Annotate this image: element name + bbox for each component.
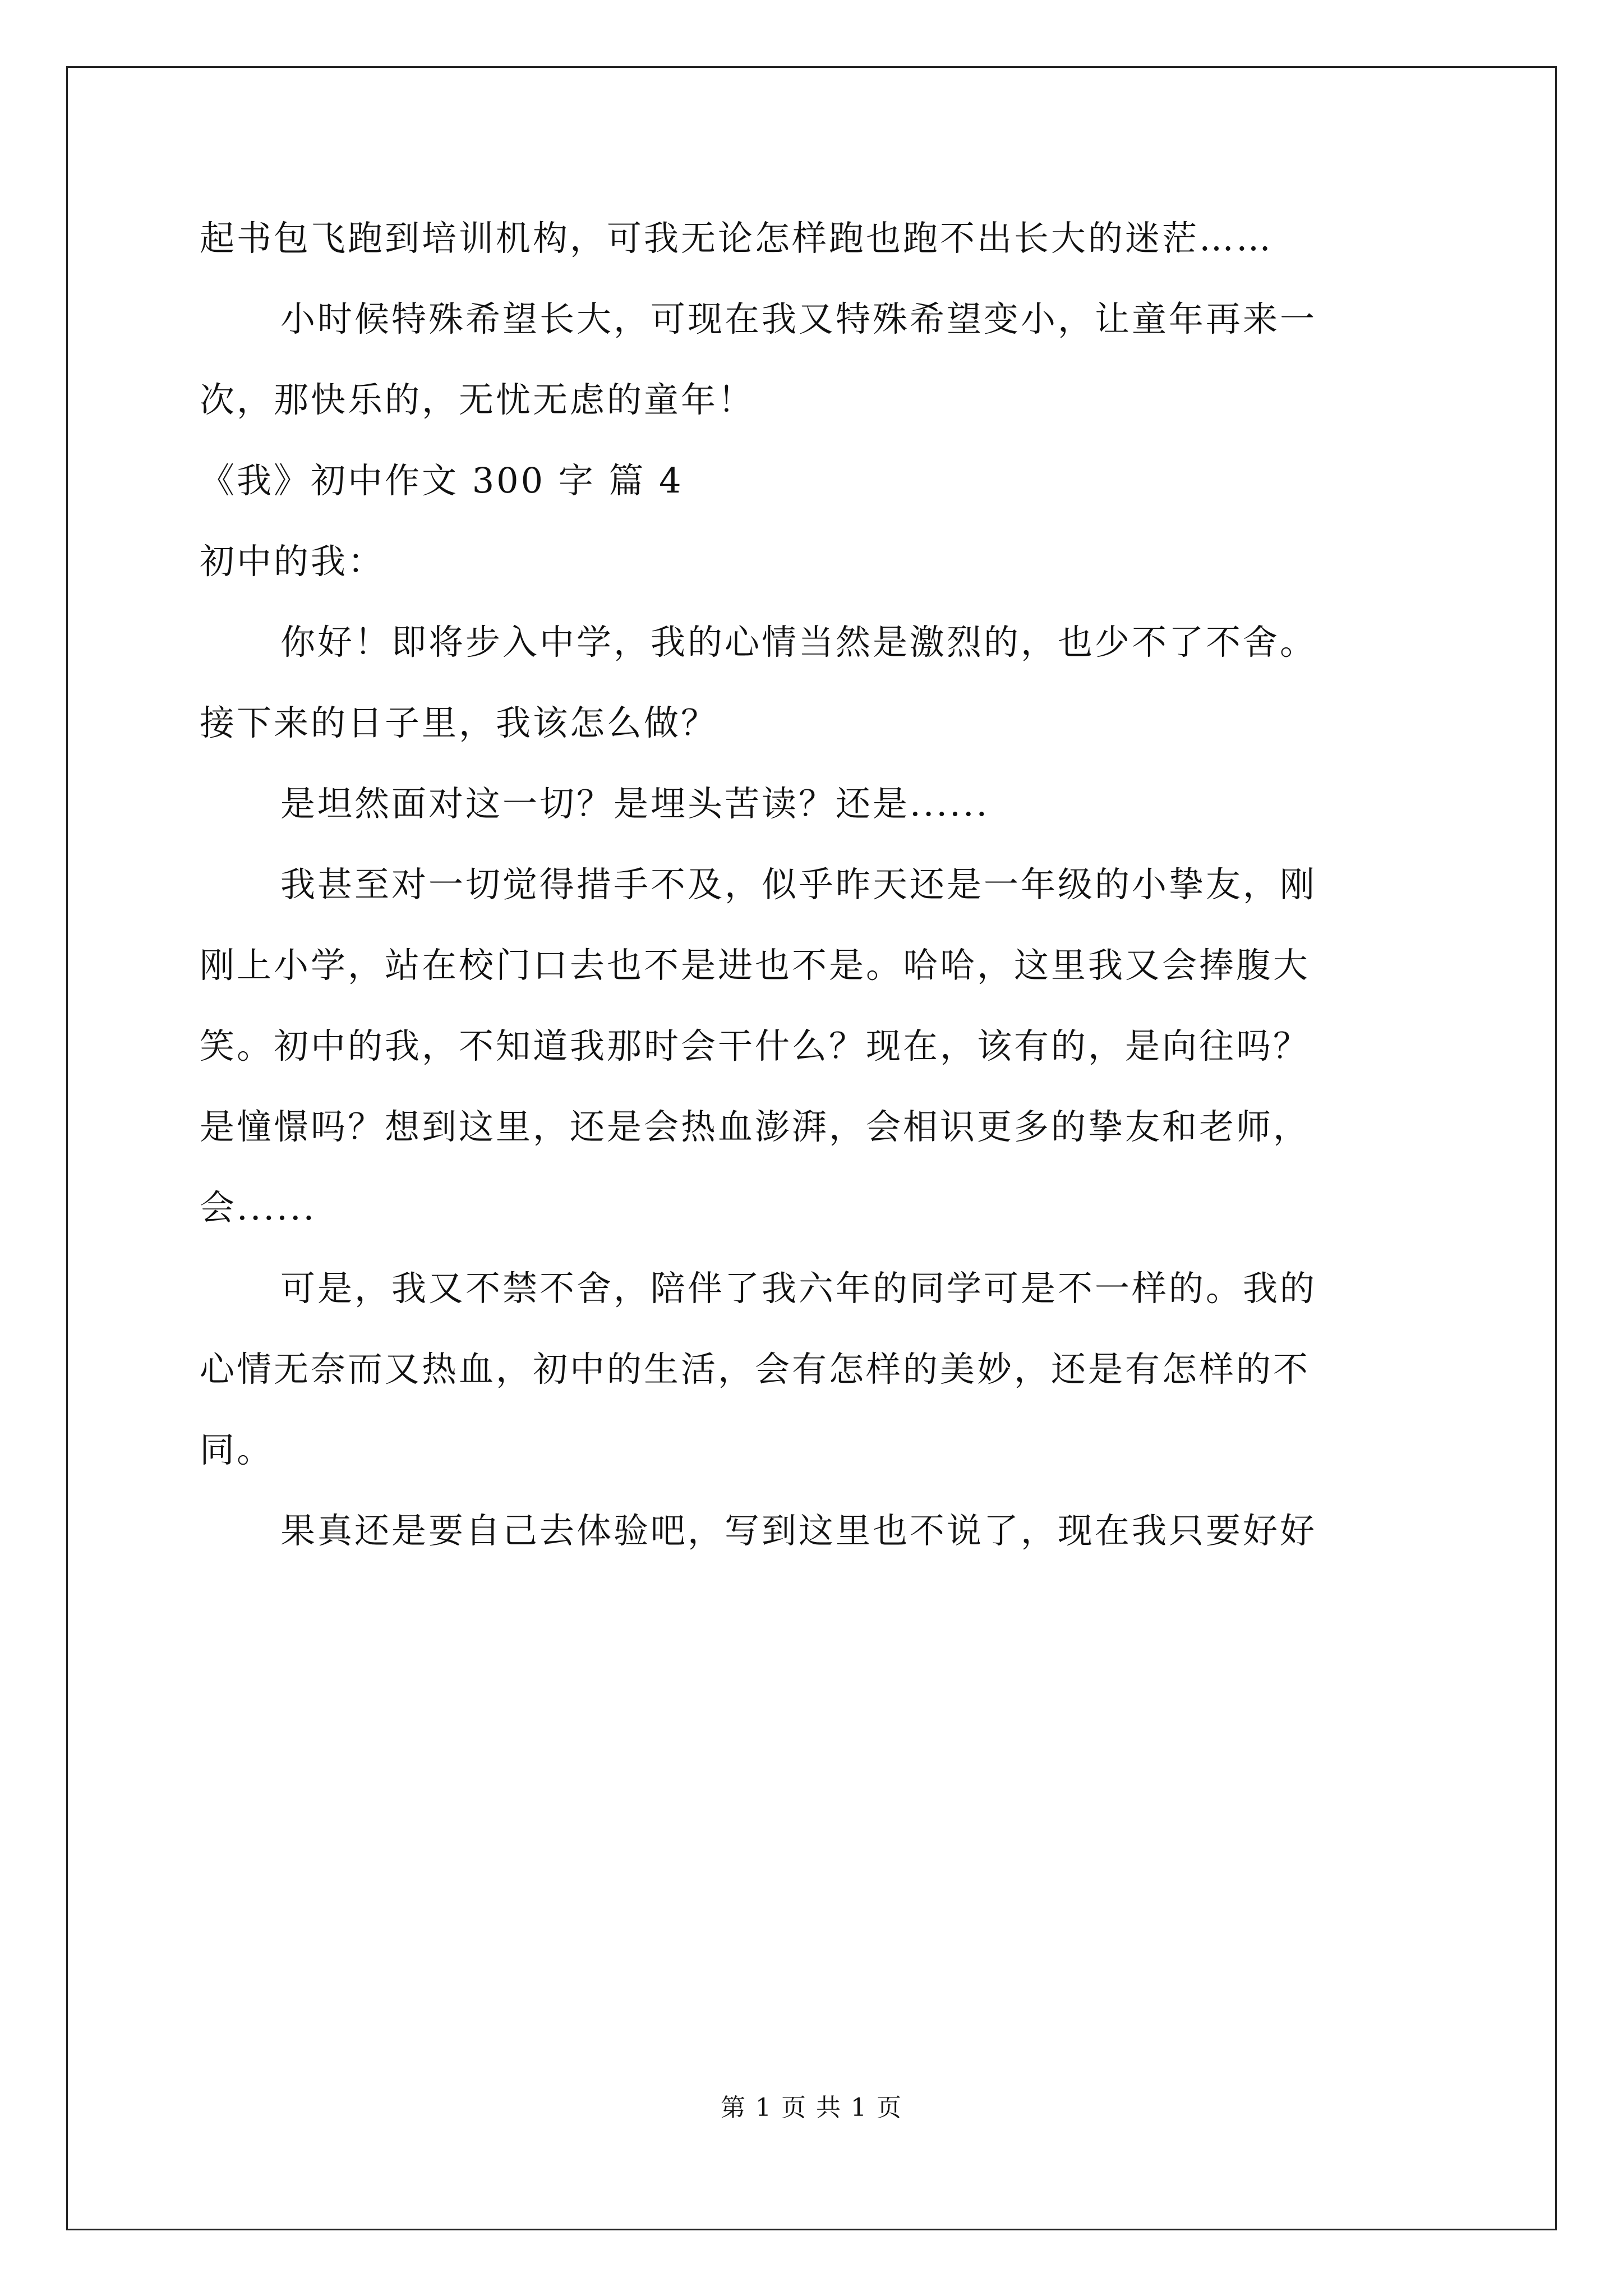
text-line: 是坦然面对这一切？是埋头苦读？还是...... <box>280 783 990 824</box>
section-heading: 《我》初中作文 300 字 篇 4 <box>200 460 684 501</box>
text-line: 接下来的日子里，我该怎么做？ <box>200 702 718 743</box>
text-line: 果真还是要自己去体验吧，写到这里也不说了，现在我只要好好 <box>280 1510 1317 1551</box>
text-line: 初中的我： <box>200 541 385 582</box>
text-line: 起书包飞跑到培训机构，可我无论怎样跑也跑不出长大的迷茫…… <box>200 218 1274 259</box>
text-line: 我甚至对一切觉得措手不及，似乎昨天还是一年级的小挚友，刚 <box>280 864 1317 905</box>
text-line: 可是，我又不禁不舍，陪伴了我六年的同学可是不一样的。我的 <box>280 1268 1317 1309</box>
text-line: 会...... <box>200 1187 317 1228</box>
text-line: 你好！即将步入中学，我的心情当然是激烈的，也少不了不舍。 <box>280 622 1317 662</box>
page-footer: 第 1 页 共 1 页 <box>721 2093 902 2122</box>
text-line: 心情无奈而又热血，初中的生活，会有怎样的美妙，还是有怎样的不 <box>200 1349 1311 1389</box>
text-line: 次，那快乐的，无忧无虑的童年！ <box>200 379 755 420</box>
text-line: 笑。初中的我，不知道我那时会干什么？现在，该有的，是向往吗？ <box>200 1025 1311 1066</box>
text-line: 刚上小学，站在校门口去也不是进也不是。哈哈，这里我又会捧腹大 <box>200 945 1311 986</box>
text-line: 是憧憬吗？想到这里，还是会热血澎湃，会相识更多的挚友和老师， <box>200 1106 1311 1147</box>
text-line: 同。 <box>200 1429 274 1470</box>
document-body <box>200 219 1433 1592</box>
text-line: 小时候特殊希望长大，可现在我又特殊希望变小，让童年再来一 <box>280 298 1317 339</box>
